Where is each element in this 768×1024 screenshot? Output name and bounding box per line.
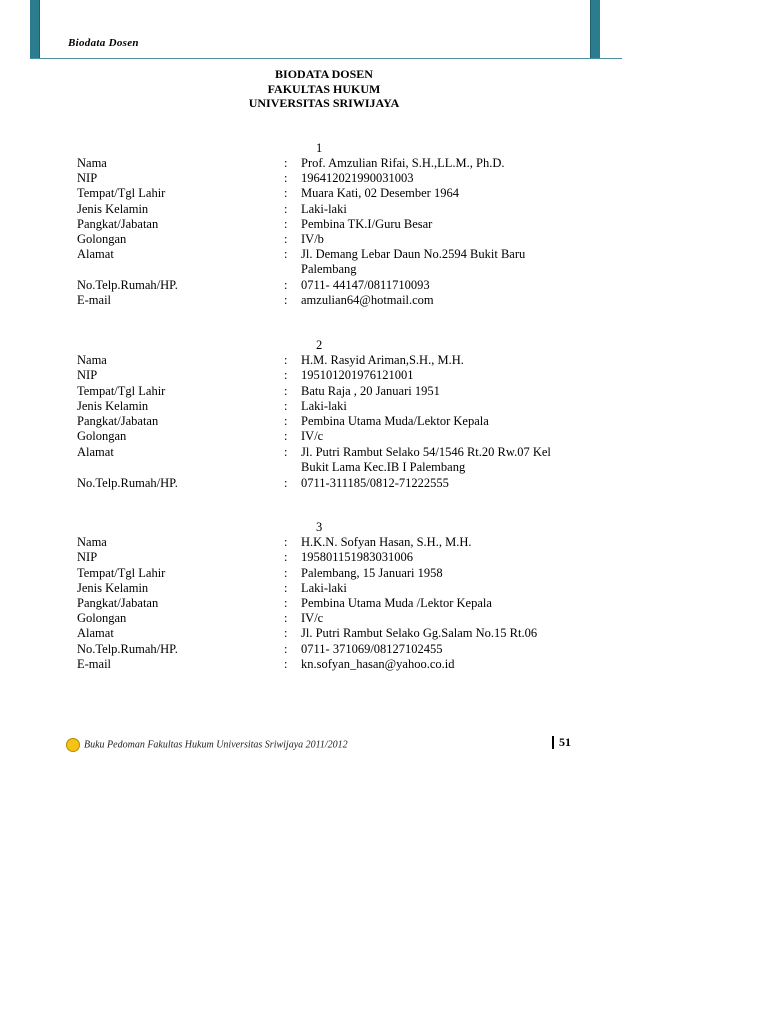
field-label: Tempat/Tgl Lahir — [77, 186, 166, 200]
field-label: Pangkat/Jabatan — [77, 414, 159, 428]
field-value: H.K.N. Sofyan Hasan, S.H., M.H. — [301, 535, 472, 549]
field-label: E-mail — [77, 657, 112, 671]
field-label: Golongan — [77, 611, 127, 625]
field-label: Nama — [77, 535, 107, 549]
field-value: 195801151983031006 — [301, 550, 414, 564]
field-value: Pembina Utama Muda /Lektor Kepala — [301, 596, 492, 610]
running-header: Biodata Dosen — [68, 37, 139, 49]
field-value: H.M. Rasyid Ariman,S.H., M.H. — [301, 353, 464, 367]
field-value: Prof. Amzulian Rifai, S.H.,LL.M., Ph.D. — [301, 156, 505, 170]
entry-number: 3 — [316, 520, 323, 534]
title-line-3: UNIVERSITAS SRIWIJAYA — [248, 96, 400, 110]
field-value: Laki-laki — [301, 581, 347, 595]
field-label: Tempat/Tgl Lahir — [77, 566, 166, 580]
field-value: 0711- 44147/0811710093 — [301, 278, 430, 292]
field-label: NIP — [77, 368, 98, 382]
header-divider — [30, 58, 622, 59]
document-title — [0, 67, 648, 111]
field-label: Alamat — [77, 626, 114, 640]
field-label: Jenis Kelamin — [77, 399, 149, 413]
field-label: Pangkat/Jabatan — [77, 596, 159, 610]
field-value: Laki-laki — [301, 399, 347, 413]
title-line-2: FAKULTAS HUKUM — [267, 81, 381, 96]
field-label: NIP — [77, 550, 98, 564]
entry-number: 1 — [316, 141, 323, 155]
header-accent-bar-left — [30, 0, 40, 58]
footer-text: Buku Pedoman Fakultas Hukum Universitas Sriwijaya 2011/2012 — [84, 739, 348, 751]
field-value: amzulian64@hotmail.com — [301, 293, 434, 307]
field-label: Nama — [77, 156, 107, 170]
field-label: Golongan — [77, 429, 127, 443]
field-value: IV/c — [301, 611, 324, 625]
entry-number: 2 — [316, 338, 323, 352]
header-accent-bar-right — [590, 0, 600, 58]
field-label: Jenis Kelamin — [77, 581, 149, 595]
field-label: No.Telp.Rumah/HP. — [77, 278, 178, 292]
field-label: No.Telp.Rumah/HP. — [77, 476, 178, 490]
field-label: No.Telp.Rumah/HP. — [77, 642, 178, 656]
field-label: Jenis Kelamin — [77, 202, 149, 216]
running-footer — [66, 738, 348, 752]
field-label: Nama — [77, 353, 107, 367]
field-value: Pembina TK.I/Guru Besar — [301, 217, 433, 231]
field-label: Alamat — [77, 247, 114, 261]
sun-logo-icon — [66, 738, 80, 752]
field-value: IV/b — [301, 232, 324, 246]
field-value: Jl. Demang Lebar Daun No.2594 Bukit Baru Palembang — [301, 247, 526, 277]
field-value: 0711- 371069/08127102455 — [301, 642, 443, 656]
field-label: Golongan — [77, 232, 127, 246]
field-label: E-mail — [77, 293, 112, 307]
field-value: Jl. Putri Rambut Selako 54/1546 Rt.20 Rw.07 Kel Bukit Lama Kec.IB I Palembang — [301, 445, 551, 475]
field-value: IV/c — [301, 429, 324, 443]
title-line-1: BIODATA DOSEN — [275, 67, 373, 81]
field-value: Laki-laki — [301, 202, 347, 216]
field-value: Pembina Utama Muda/Lektor Kepala — [301, 414, 489, 428]
field-label: Pangkat/Jabatan — [77, 217, 159, 231]
field-label: Tempat/Tgl Lahir — [77, 384, 166, 398]
field-value: 196412021990031003 — [301, 171, 414, 185]
field-value: Batu Raja , 20 Januari 1951 — [301, 384, 440, 398]
field-label: Alamat — [77, 445, 114, 459]
page-number: 51 — [552, 736, 571, 749]
field-label: NIP — [77, 171, 98, 185]
field-value: 0711-311185/0812-71222555 — [301, 476, 449, 490]
field-value: kn.sofyan_hasan@yahoo.co.id — [301, 657, 455, 671]
field-value: 195101201976121001 — [301, 368, 414, 382]
field-value: Muara Kati, 02 Desember 1964 — [301, 186, 459, 200]
field-value: Palembang, 15 Januari 1958 — [301, 566, 443, 580]
field-value: Jl. Putri Rambut Selako Gg.Salam No.15 Rt.06 — [301, 626, 538, 640]
